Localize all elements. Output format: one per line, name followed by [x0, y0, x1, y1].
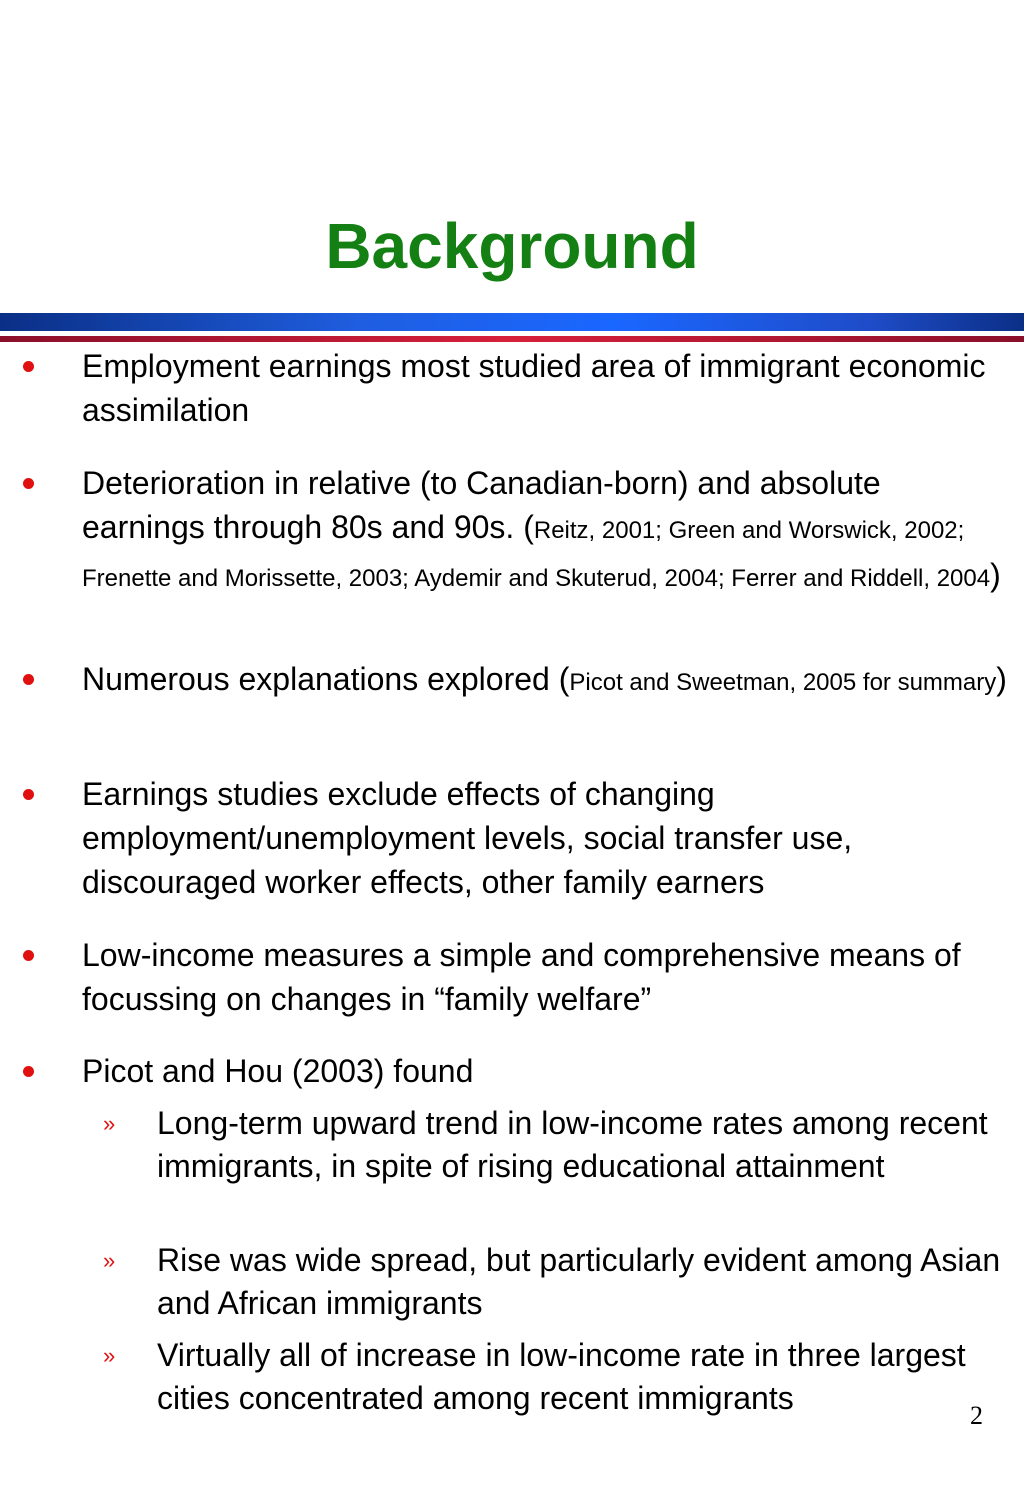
slide-title: Background: [325, 210, 699, 282]
bullet-citation: Picot and Sweetman, 2005 for summary: [569, 669, 997, 696]
sub-bullet-item: [103, 1102, 1002, 1188]
sub-bullet-item: [103, 1334, 1002, 1420]
chevron-right-icon: »: [103, 1343, 116, 1368]
sub-bullet-item: [103, 1239, 1002, 1325]
sub-bullet-text: Rise was wide spread, but particularly evident among Asian and African immigrants: [157, 1242, 1001, 1321]
bullet-text: Employment earnings most studied area of immigrant economic assimilation: [82, 348, 986, 428]
title-divider-blue: [0, 313, 1024, 331]
bullet-dot-icon: [23, 789, 34, 800]
bullet-dot-icon: [23, 1066, 34, 1077]
bullet-dot-icon: [23, 950, 34, 961]
bullet-item: [82, 657, 1007, 705]
bullet-item: [82, 461, 1007, 601]
chevron-right-icon: »: [103, 1248, 116, 1273]
bullet-item: [82, 344, 1007, 432]
bullet-close-paren: ): [990, 557, 1001, 593]
bullet-item: [82, 1049, 1007, 1093]
bullet-text: Earnings studies exclude effects of changing employment/unemployment levels, social transfer use, discouraged worker effects, other family earners: [82, 776, 853, 900]
bullet-item: [82, 772, 1007, 904]
bullet-citation: Reitz, 2001; Green and Worswick, 2002; Frenette and Morissette, 2003; Aydemir and Skuterud, 2004; Ferrer and Riddell, 2004: [82, 517, 991, 592]
bullet-dot-icon: [23, 674, 34, 685]
bullet-dot-icon: [23, 478, 34, 489]
bullet-text: Numerous explanations explored (: [82, 661, 570, 697]
bullet-text: Deterioration in relative (to Canadian-born) and absolute earnings through 80s and 90s. (: [82, 465, 881, 545]
bullet-item: [82, 933, 1007, 1021]
chevron-right-icon: »: [103, 1111, 116, 1136]
page-number: 2: [970, 1401, 983, 1430]
bullet-close-paren: ): [996, 661, 1007, 697]
sub-bullet-text: Virtually all of increase in low-income rate in three largest cities concentrated among recent immigrants: [157, 1337, 966, 1416]
bullet-text: Low-income measures a simple and comprehensive means of focussing on changes in “family welfare”: [82, 937, 961, 1017]
bullet-text: Picot and Hou (2003) found: [82, 1053, 474, 1089]
sub-bullet-text: Long-term upward trend in low-income rates among recent immigrants, in spite of rising educational attainment: [157, 1105, 988, 1184]
bullet-dot-icon: [23, 361, 34, 372]
title-divider-red: [0, 336, 1024, 342]
